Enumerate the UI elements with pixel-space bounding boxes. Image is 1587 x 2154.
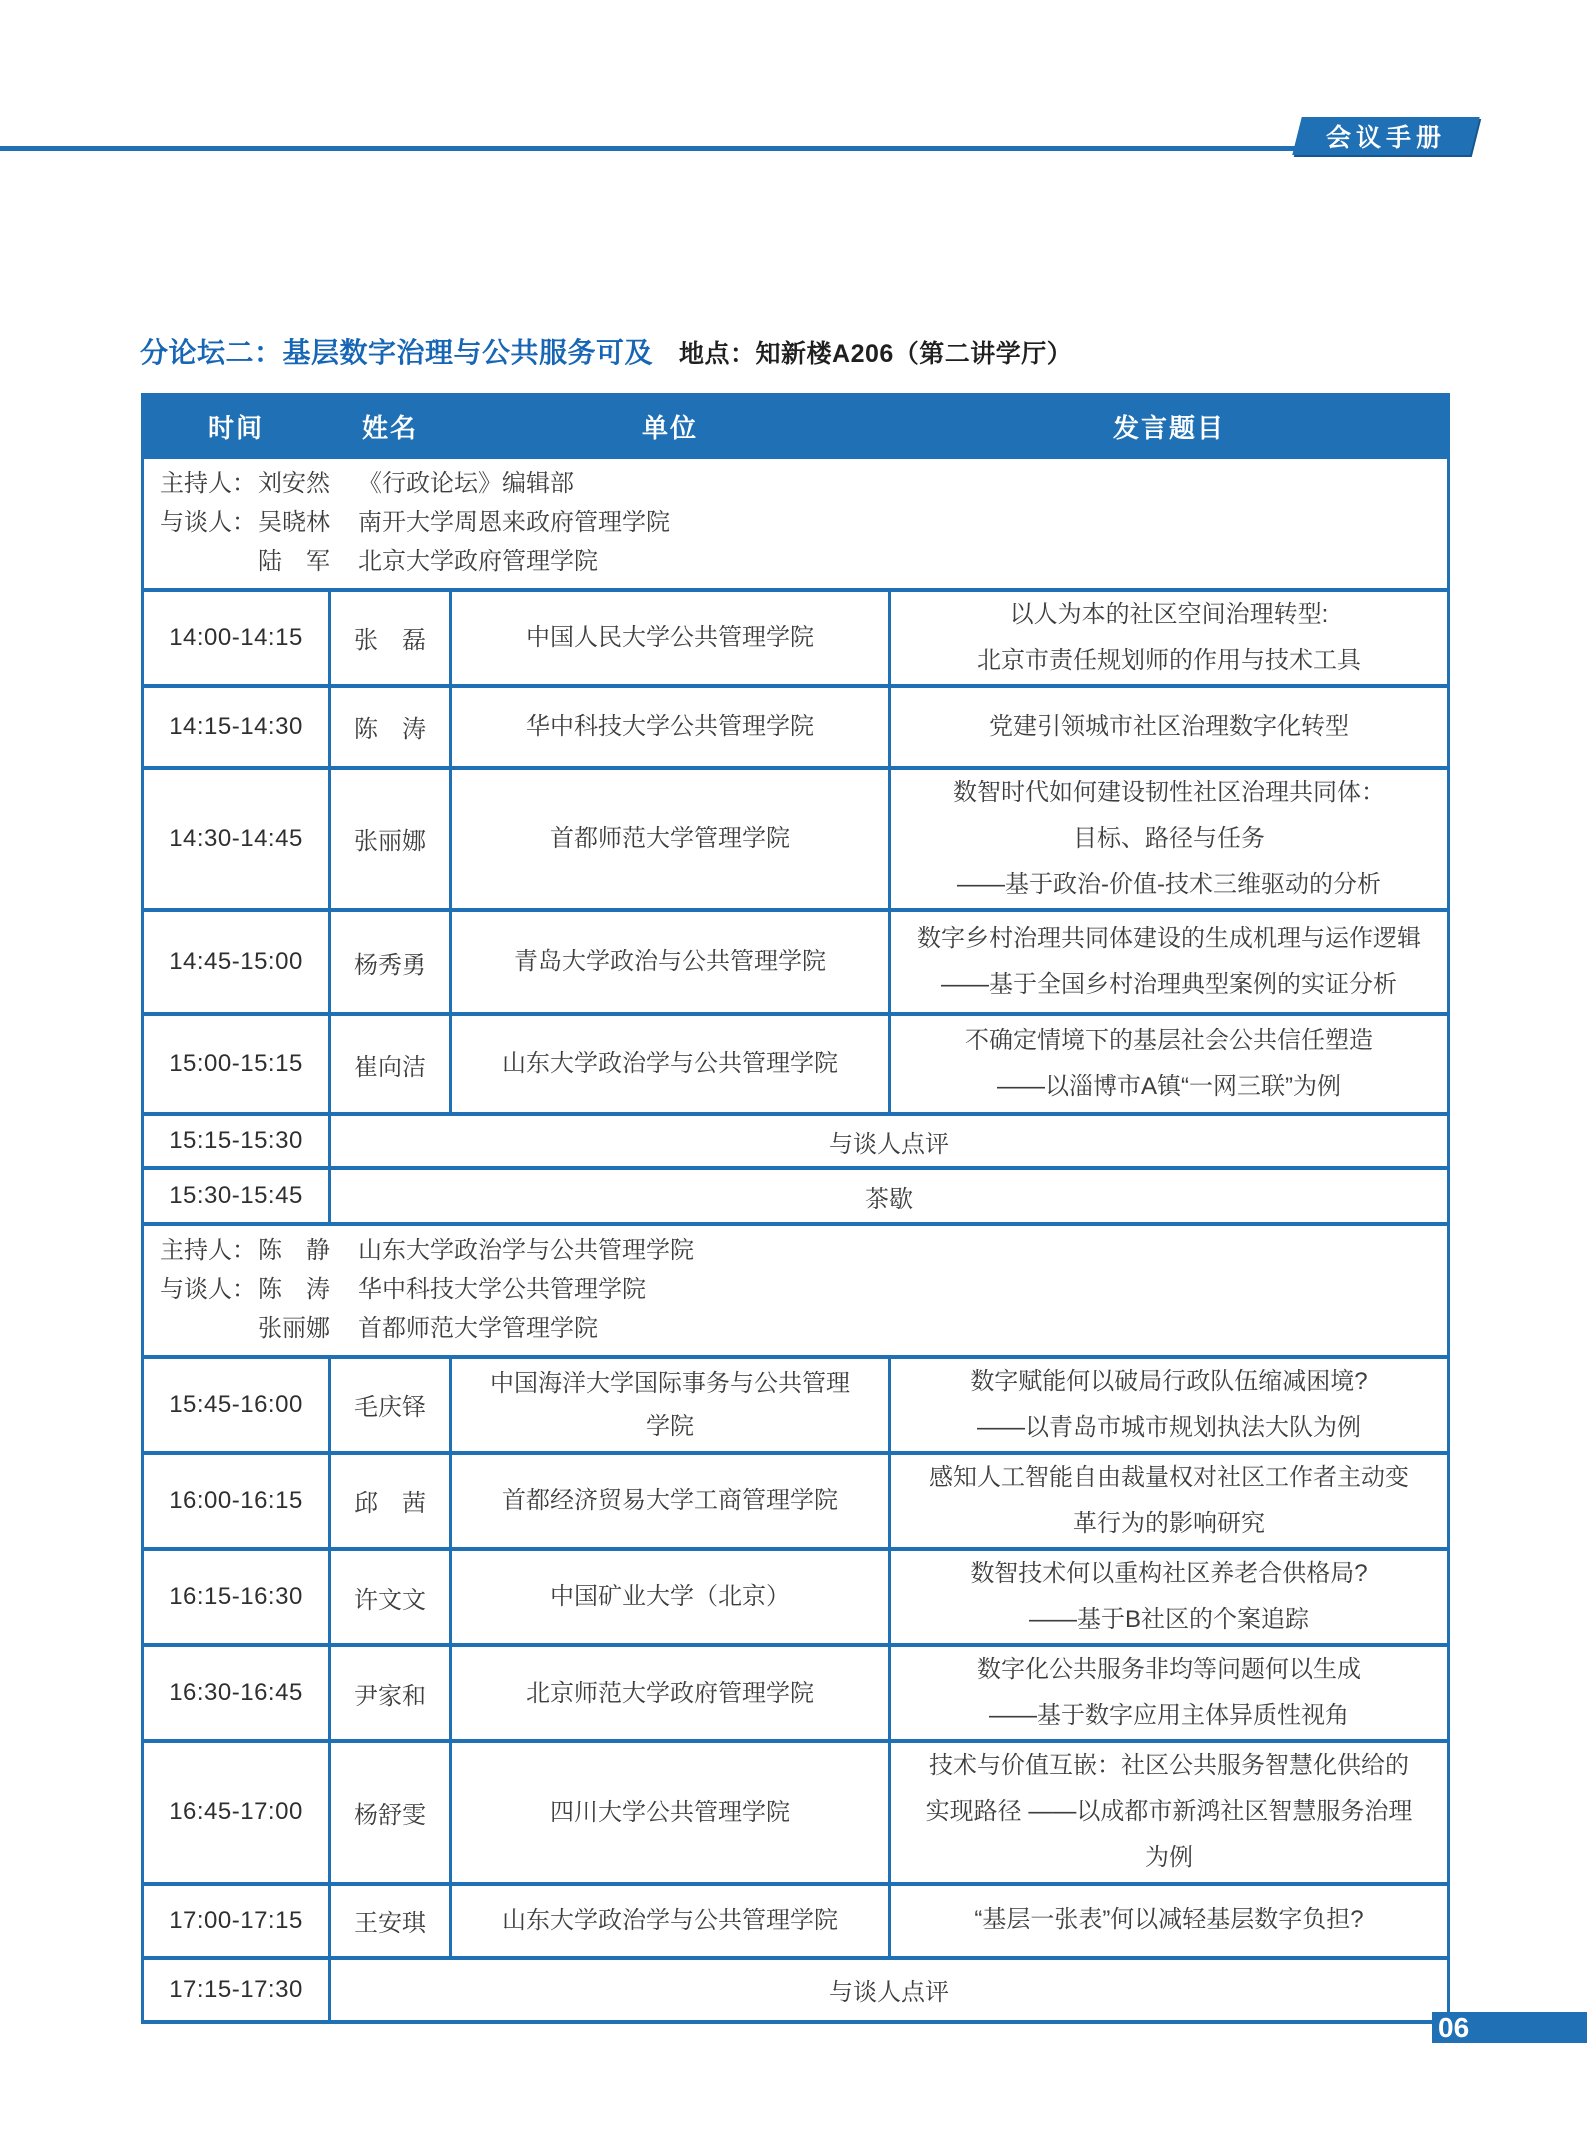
talk-title-cell: 数字乡村治理共同体建设的生成机理与运作逻辑 ——基于全国乡村治理典型案例的实证分析 [890,910,1449,1014]
moderator-block-row [143,1224,1449,1357]
page-number: 06 [1438,2011,1470,2043]
affiliation-cell: 中国海洋大学国际事务与公共管理 学院 [451,1357,890,1453]
session-row [143,686,1449,768]
moderator-block: 主持人： 刘安然 《行政论坛》编辑部 与谈人： 吴晓林 南开大学周恩来政府管理学院 陆 军 北京大学政府管理学院 [143,457,1449,590]
time-cell: 14:45-15:00 [143,910,330,1014]
handbook-badge [1292,117,1479,155]
talk-title-cell: 以人为本的社区空间治理转型: 北京市责任规划师的作用与技术工具 [890,590,1449,686]
talk-title-cell: 数字化公共服务非均等问题何以生成 ——基于数字应用主体异质性视角 [890,1645,1449,1741]
special-label: 茶歇 [330,1168,1449,1224]
affiliation-cell: 青岛大学政治与公共管理学院 [451,910,890,1014]
session-row [143,1549,1449,1645]
col-header-topic: 发言题目 [890,395,1449,457]
forum-location: 地点：知新楼A206（第二讲学厅） [679,340,1073,368]
speaker-name-cell: 陈 涛 [330,686,451,768]
session-row [143,910,1449,1014]
affiliation-cell: 中国矿业大学（北京） [451,1549,890,1645]
talk-title-cell: 不确定情境下的基层社会公共信任塑造 ——以淄博市A镇“一网三联”为例 [890,1014,1449,1114]
time-cell: 15:00-15:15 [143,1014,330,1114]
talk-title-cell: 技术与价值互嵌：社区公共服务智慧化供给的 实现路径 ——以成都市新鸿社区智慧服务治理 为例 [890,1741,1449,1883]
affiliation-cell: 首都师范大学管理学院 [451,768,890,910]
speaker-name-cell: 张丽娜 [330,768,451,910]
special-row [143,1168,1449,1224]
time-cell: 16:30-16:45 [143,1645,330,1741]
moderator-block-row [143,457,1449,590]
speaker-name-cell: 尹家和 [330,1645,451,1741]
special-label: 与谈人点评 [330,1114,1449,1168]
time-cell: 15:15-15:30 [143,1114,330,1168]
time-cell: 15:45-16:00 [143,1357,330,1453]
time-cell: 16:15-16:30 [143,1549,330,1645]
session-row [143,1014,1449,1114]
col-header-name: 姓名 [330,395,451,457]
forum-title: 分论坛二：基层数字治理与公共服务可及 [140,337,654,368]
talk-title-cell: 数字赋能何以破局行政队伍缩减困境? ——以青岛市城市规划执法大队为例 [890,1357,1449,1453]
time-cell: 17:00-17:15 [143,1884,330,1958]
affiliation-cell: 中国人民大学公共管理学院 [451,590,890,686]
affiliation-cell: 华中科技大学公共管理学院 [451,686,890,768]
talk-title-cell: 数智技术何以重构社区养老合供格局? ——基于B社区的个案追踪 [890,1549,1449,1645]
schedule-table [141,393,1450,2024]
time-cell: 14:00-14:15 [143,590,330,686]
moderator-block: 主持人： 陈 静 山东大学政治学与公共管理学院 与谈人： 陈 涛 华中科技大学公共管理学院 张丽娜 首都师范大学管理学院 [143,1224,1449,1357]
speaker-name-cell: 毛庆铎 [330,1357,451,1453]
speaker-name-cell: 杨舒雯 [330,1741,451,1883]
time-cell: 16:00-16:15 [143,1453,330,1549]
speaker-name-cell: 崔向洁 [330,1014,451,1114]
time-cell: 14:30-14:45 [143,768,330,910]
col-header-unit: 单位 [451,395,890,457]
affiliation-cell: 首都经济贸易大学工商管理学院 [451,1453,890,1549]
handbook-badge-label: 会议手册 [1325,124,1446,152]
table-header-row [143,395,1449,457]
time-cell: 14:15-14:30 [143,686,330,768]
talk-title-cell: 数智时代如何建设韧性社区治理共同体： 目标、路径与任务 ——基于政治-价值-技术三维驱动的分析 [890,768,1449,910]
talk-title-cell: 感知人工智能自由裁量权对社区工作者主动变 革行为的影响研究 [890,1453,1449,1549]
speaker-name-cell: 许文文 [330,1549,451,1645]
session-row [143,1741,1449,1883]
special-row [143,1114,1449,1168]
time-cell: 17:15-17:30 [143,1958,330,2022]
affiliation-cell: 四川大学公共管理学院 [451,1741,890,1883]
session-row [143,1645,1449,1741]
speaker-name-cell: 王安琪 [330,1884,451,1958]
speaker-name-cell: 张 磊 [330,590,451,686]
affiliation-cell: 北京师范大学政府管理学院 [451,1645,890,1741]
talk-title-cell: “基层一张表”何以减轻基层数字负担? [890,1884,1449,1958]
footer-bar [1432,2012,1587,2043]
speaker-name-cell: 杨秀勇 [330,910,451,1014]
col-header-time: 时间 [143,395,330,457]
special-row [143,1958,1449,2022]
time-cell: 16:45-17:00 [143,1741,330,1883]
affiliation-cell: 山东大学政治学与公共管理学院 [451,1884,890,1958]
session-row [143,1884,1449,1958]
session-row [143,1357,1449,1453]
session-row [143,768,1449,910]
special-label: 与谈人点评 [330,1958,1449,2022]
forum-heading [140,331,1460,371]
talk-title-cell: 党建引领城市社区治理数字化转型 [890,686,1449,768]
affiliation-cell: 山东大学政治学与公共管理学院 [451,1014,890,1114]
speaker-name-cell: 邱 茜 [330,1453,451,1549]
session-row [143,590,1449,686]
session-row [143,1453,1449,1549]
time-cell: 15:30-15:45 [143,1168,330,1224]
header-rule [0,146,1300,151]
